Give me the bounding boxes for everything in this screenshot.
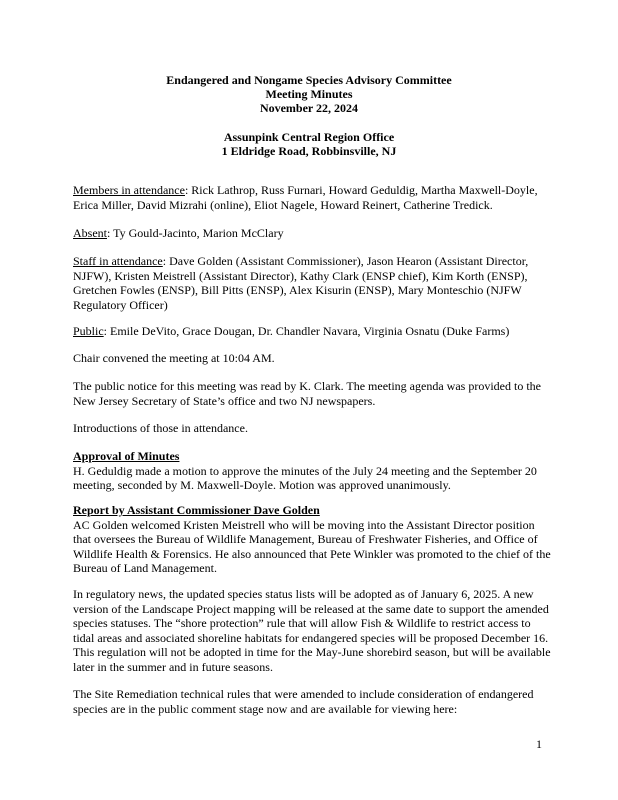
committee-title: Endangered and Nongame Species Advisory Committee bbox=[166, 73, 452, 87]
members-list: : Rick Lathrop, Russ Furnari, Howard Geduldig, Martha Maxwell-Doyle, Erica Miller, David Mizrahi (online), Eliot Nagele, Howard Reinert, Catherine Tredick. bbox=[73, 183, 538, 212]
staff-paragraph bbox=[73, 254, 551, 312]
location-name: Assunpink Central Region Office bbox=[223, 130, 395, 144]
members-paragraph bbox=[73, 183, 551, 212]
convened-paragraph: Chair convened the meeting at 10:04 AM. bbox=[73, 351, 275, 365]
absent-list: : Ty Gould-Jacinto, Marion McClary bbox=[107, 226, 284, 240]
staff-label: Staff in attendance bbox=[73, 254, 163, 268]
page-number: 1 bbox=[536, 737, 542, 751]
public-notice-paragraph: The public notice for this meeting was read by K. Clark. The meeting agenda was provided to the New Jersey Secretary of State’s office and two NJ newspapers. bbox=[73, 379, 541, 408]
report-paragraph-3: The Site Remediation technical rules that were amended to include consideration of endangered species are in the public comment stage now and are available for viewing here: bbox=[73, 687, 534, 716]
report-paragraph-1: AC Golden welcomed Kristen Meistrell who will be moving into the Assistant Director position that oversees the Bureau of Wildlife Management, Bureau of Freshwater Fisheries, and Office of Wildlife Health & Forensics. He also announced that Pete Winkler was promoted to the chief of the Bureau of Land Management. bbox=[73, 517, 551, 576]
public-paragraph bbox=[73, 324, 551, 339]
report-section bbox=[73, 503, 551, 576]
absent-paragraph bbox=[73, 226, 551, 241]
introductions-paragraph: Introductions of those in attendance. bbox=[73, 421, 248, 435]
absent-label: Absent bbox=[73, 226, 107, 240]
public-label: Public bbox=[73, 324, 104, 338]
approval-heading: Approval of Minutes bbox=[73, 449, 180, 463]
location-address: 1 Eldridge Road, Robbinsville, NJ bbox=[221, 144, 397, 158]
document-title: Meeting Minutes bbox=[265, 87, 353, 101]
approval-text: H. Geduldig made a motion to approve the minutes of the July 24 meeting and the September 20 meeting, seconded by M. Maxwell-Doyle. Motion was approved unanimously. bbox=[73, 463, 537, 493]
staff-list: : Dave Golden (Assistant Commissioner), Jason Hearon (Assistant Director, NJFW), Kristen Meistrell (Assistant Director), Kathy Clark (ENSP chief), Kim Korth (ENSP), Gretchen Fowles (ENSP), Bill Pitts (ENSP), Alex Kisurin (ENSP), Mary Monteschio (NJFW Regulatory Officer) bbox=[73, 254, 529, 312]
public-list: : Emile DeVito, Grace Dougan, Dr. Chandler Navara, Virginia Osnatu (Duke Farms) bbox=[103, 324, 510, 338]
report-heading: Report by Assistant Commissioner Dave Golden bbox=[73, 503, 320, 517]
members-label: Members in attendance bbox=[73, 183, 185, 197]
meeting-date: November 22, 2024 bbox=[259, 101, 359, 115]
report-paragraph-2: In regulatory news, the updated species status lists will be adopted as of January 6, 2025. A new version of the Landscape Project mapping will be released at the same date to support the amended species statuses. The “shore protection” rule that will allow Fish & Wildlife to restrict access to tidal areas and associated shoreline habitats for endangered species will be proposed December 16. This regulation will not be adopted in time for the May-June shorebird season, but will be available later in the summer and in future seasons. bbox=[73, 587, 551, 674]
approval-section bbox=[73, 449, 551, 493]
